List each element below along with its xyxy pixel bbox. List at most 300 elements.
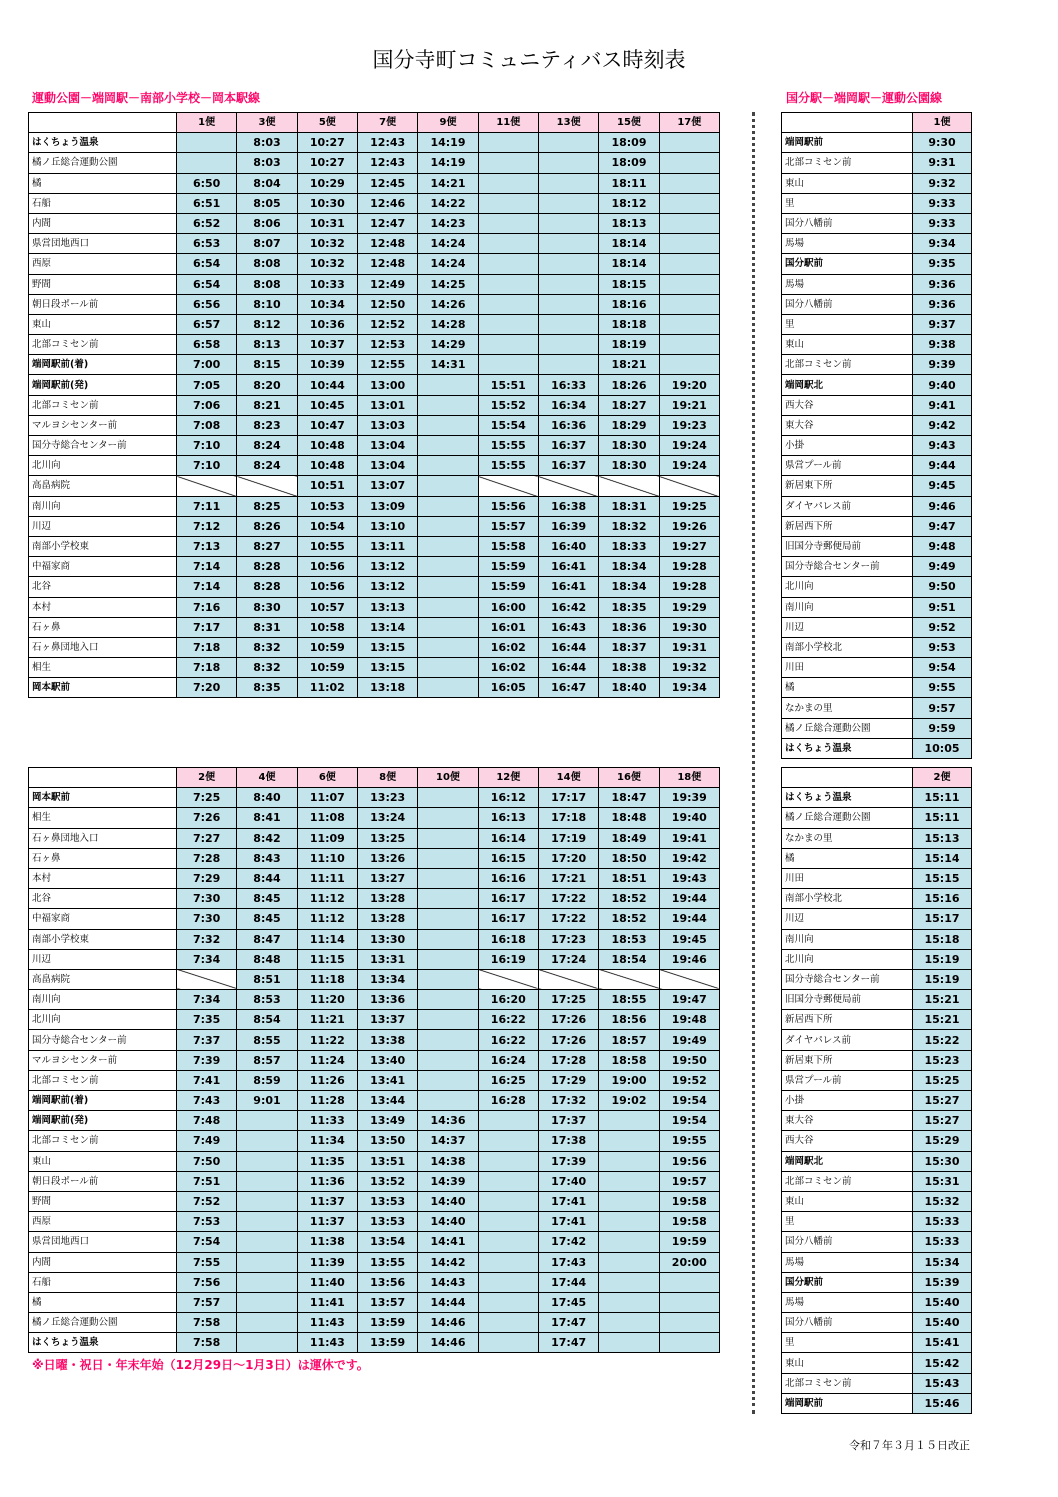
table-row xyxy=(782,355,972,375)
time-cell: 17:43 xyxy=(538,1252,598,1272)
stop-name: 南川向 xyxy=(782,929,913,949)
stop-name: 南川向 xyxy=(29,990,177,1010)
empty-cell xyxy=(418,788,478,808)
time-cell: 7:35 xyxy=(177,1010,237,1030)
time-cell: 15:19 xyxy=(913,969,972,989)
time-cell: 9:43 xyxy=(913,436,972,456)
stop-name: 北谷 xyxy=(29,889,177,909)
time-cell: 19:25 xyxy=(659,496,719,516)
empty-cell xyxy=(599,1272,659,1292)
time-cell: 11:43 xyxy=(297,1313,357,1333)
table-row xyxy=(29,1191,720,1211)
time-cell: 18:57 xyxy=(599,1030,659,1050)
stop-name: 北部コミセン前 xyxy=(29,335,177,355)
time-cell: 13:18 xyxy=(357,678,417,698)
time-cell: 7:20 xyxy=(177,678,237,698)
time-cell: 9:35 xyxy=(913,254,972,274)
time-cell: 7:30 xyxy=(177,889,237,909)
table-row xyxy=(29,990,720,1010)
time-cell: 11:40 xyxy=(297,1272,357,1292)
time-cell: 9:39 xyxy=(913,355,972,375)
time-cell: 10:36 xyxy=(297,314,357,334)
stop-name: 国分八幡前 xyxy=(782,294,913,314)
time-cell: 14:39 xyxy=(418,1171,478,1191)
time-cell: 11:12 xyxy=(297,909,357,929)
empty-cell xyxy=(418,536,478,556)
table-row xyxy=(29,929,720,949)
time-cell: 15:32 xyxy=(913,1191,972,1211)
stop-name: 端岡駅前(着) xyxy=(29,1091,177,1111)
trip-header: 16便 xyxy=(599,768,659,788)
time-cell: 13:26 xyxy=(357,848,417,868)
time-cell: 19:56 xyxy=(659,1151,719,1171)
stop-name: 北部コミセン前 xyxy=(782,355,913,375)
timetable-okamoto-outbound xyxy=(28,112,720,698)
empty-cell xyxy=(418,949,478,969)
time-cell: 18:18 xyxy=(599,314,659,334)
time-cell: 8:40 xyxy=(237,788,297,808)
table-row xyxy=(29,254,720,274)
stop-name: 北部コミセン前 xyxy=(29,395,177,415)
stop-name: 西原 xyxy=(29,1212,177,1232)
stop-name: 北川向 xyxy=(29,456,177,476)
stop-name: 南川向 xyxy=(782,597,913,617)
table-row xyxy=(782,395,972,415)
time-cell: 17:19 xyxy=(538,828,598,848)
stop-name: 端岡駅北 xyxy=(782,375,913,395)
time-cell: 9:34 xyxy=(913,234,972,254)
time-cell: 10:45 xyxy=(297,395,357,415)
time-cell: 13:14 xyxy=(357,617,417,637)
skipped-stop-cell xyxy=(599,969,659,989)
stop-name: 東山 xyxy=(782,1191,913,1211)
empty-cell xyxy=(659,1333,719,1353)
time-cell: 11:12 xyxy=(297,889,357,909)
empty-cell xyxy=(659,254,719,274)
time-cell: 19:27 xyxy=(659,536,719,556)
time-cell: 11:41 xyxy=(297,1292,357,1312)
table-row xyxy=(29,436,720,456)
stop-name: はくちょう温泉 xyxy=(29,1333,177,1353)
time-cell: 18:16 xyxy=(599,294,659,314)
time-cell: 8:30 xyxy=(237,597,297,617)
empty-cell xyxy=(418,436,478,456)
table-row xyxy=(782,1373,972,1393)
time-cell: 8:05 xyxy=(237,193,297,213)
time-cell: 11:21 xyxy=(297,1010,357,1030)
time-cell: 7:55 xyxy=(177,1252,237,1272)
table-row xyxy=(29,1171,720,1191)
table-row xyxy=(29,173,720,193)
table-row xyxy=(782,254,972,274)
time-cell: 18:26 xyxy=(599,375,659,395)
empty-cell xyxy=(599,1333,659,1353)
time-cell: 18:32 xyxy=(599,516,659,536)
time-cell: 19:59 xyxy=(659,1232,719,1252)
time-cell: 7:57 xyxy=(177,1292,237,1312)
time-cell: 16:05 xyxy=(478,678,538,698)
empty-cell xyxy=(418,375,478,395)
time-cell: 7:13 xyxy=(177,536,237,556)
time-cell: 14:38 xyxy=(418,1151,478,1171)
time-cell: 7:34 xyxy=(177,949,237,969)
time-cell: 17:22 xyxy=(538,909,598,929)
time-cell: 19:00 xyxy=(599,1070,659,1090)
table-row xyxy=(782,456,972,476)
time-cell: 11:36 xyxy=(297,1171,357,1191)
time-cell: 19:48 xyxy=(659,1010,719,1030)
time-cell: 9:46 xyxy=(913,496,972,516)
time-cell: 16:02 xyxy=(478,658,538,678)
empty-cell xyxy=(659,133,719,153)
empty-cell xyxy=(659,213,719,233)
table-row xyxy=(29,1131,720,1151)
time-cell: 9:54 xyxy=(913,658,972,678)
empty-cell xyxy=(418,476,478,496)
stop-name: 石ヶ鼻 xyxy=(29,617,177,637)
time-cell: 20:00 xyxy=(659,1252,719,1272)
stop-name: 国分八幡前 xyxy=(782,1232,913,1252)
time-cell: 14:36 xyxy=(418,1111,478,1131)
time-cell: 13:54 xyxy=(357,1232,417,1252)
empty-cell xyxy=(237,1212,297,1232)
time-cell: 14:28 xyxy=(418,314,478,334)
table-row xyxy=(782,1212,972,1232)
time-cell: 18:29 xyxy=(599,415,659,435)
empty-cell xyxy=(659,355,719,375)
time-cell: 7:11 xyxy=(177,496,237,516)
time-cell: 17:37 xyxy=(538,1111,598,1131)
time-cell: 16:17 xyxy=(478,909,538,929)
time-cell: 18:27 xyxy=(599,395,659,415)
time-cell: 11:10 xyxy=(297,848,357,868)
empty-cell xyxy=(599,1232,659,1252)
stop-name: 石船 xyxy=(29,193,177,213)
stop-name: 小掛 xyxy=(782,436,913,456)
time-cell: 19:02 xyxy=(599,1091,659,1111)
time-cell: 7:18 xyxy=(177,658,237,678)
table-row xyxy=(782,193,972,213)
table-row xyxy=(782,1333,972,1353)
table-row xyxy=(29,496,720,516)
empty-cell xyxy=(599,1191,659,1211)
time-cell: 19:34 xyxy=(659,678,719,698)
time-cell: 11:38 xyxy=(297,1232,357,1252)
empty-cell xyxy=(478,173,538,193)
time-cell: 7:06 xyxy=(177,395,237,415)
time-cell: 7:56 xyxy=(177,1272,237,1292)
time-cell: 14:19 xyxy=(418,153,478,173)
table-row xyxy=(782,213,972,233)
time-cell: 16:42 xyxy=(538,597,598,617)
time-cell: 10:34 xyxy=(297,294,357,314)
time-cell: 9:50 xyxy=(913,577,972,597)
time-cell: 9:51 xyxy=(913,597,972,617)
skipped-stop-cell xyxy=(177,969,237,989)
time-cell: 7:00 xyxy=(177,355,237,375)
time-cell: 17:26 xyxy=(538,1010,598,1030)
time-cell: 19:44 xyxy=(659,909,719,929)
empty-cell xyxy=(478,1212,538,1232)
table-row xyxy=(782,1091,972,1111)
table-row xyxy=(29,1030,720,1050)
stop-name: 川辺 xyxy=(29,516,177,536)
stop-name: 新居西下所 xyxy=(782,516,913,536)
timetable-kokubu-outbound xyxy=(781,112,972,759)
table-row xyxy=(782,698,972,718)
table-row xyxy=(29,788,720,808)
header-corner xyxy=(782,113,913,133)
time-cell: 8:35 xyxy=(237,678,297,698)
table-row xyxy=(782,929,972,949)
time-cell: 10:51 xyxy=(297,476,357,496)
stop-name: 川田 xyxy=(782,658,913,678)
time-cell: 9:01 xyxy=(237,1091,297,1111)
table-row xyxy=(29,969,720,989)
time-cell: 10:47 xyxy=(297,415,357,435)
time-cell: 6:57 xyxy=(177,314,237,334)
time-cell: 13:24 xyxy=(357,808,417,828)
time-cell: 7:50 xyxy=(177,1151,237,1171)
time-cell: 15:39 xyxy=(913,1272,972,1292)
time-cell: 16:16 xyxy=(478,868,538,888)
time-cell: 7:27 xyxy=(177,828,237,848)
empty-cell xyxy=(237,1252,297,1272)
time-cell: 13:50 xyxy=(357,1131,417,1151)
time-cell: 15:31 xyxy=(913,1171,972,1191)
time-cell: 12:48 xyxy=(357,234,417,254)
empty-cell xyxy=(478,1292,538,1312)
time-cell: 8:31 xyxy=(237,617,297,637)
empty-cell xyxy=(538,254,598,274)
time-cell: 15:21 xyxy=(913,1010,972,1030)
stop-name: 野間 xyxy=(29,1191,177,1211)
time-cell: 18:11 xyxy=(599,173,659,193)
stop-name: 新居東下所 xyxy=(782,1050,913,1070)
empty-cell xyxy=(478,234,538,254)
trip-header: 13便 xyxy=(538,113,598,133)
stop-name: 国分寺総合センター前 xyxy=(782,557,913,577)
stop-name: 東大谷 xyxy=(782,415,913,435)
stop-name: 石ヶ鼻団地入口 xyxy=(29,637,177,657)
time-cell: 11:34 xyxy=(297,1131,357,1151)
time-cell: 16:00 xyxy=(478,597,538,617)
time-cell: 10:55 xyxy=(297,536,357,556)
empty-cell xyxy=(418,909,478,929)
time-cell: 13:28 xyxy=(357,889,417,909)
time-cell: 10:44 xyxy=(297,375,357,395)
time-cell: 19:45 xyxy=(659,929,719,949)
table-row xyxy=(29,153,720,173)
time-cell: 8:41 xyxy=(237,808,297,828)
time-cell: 7:08 xyxy=(177,415,237,435)
time-cell: 17:23 xyxy=(538,929,598,949)
time-cell: 15:56 xyxy=(478,496,538,516)
time-cell: 15:40 xyxy=(913,1313,972,1333)
time-cell: 9:37 xyxy=(913,314,972,334)
stop-name: 里 xyxy=(782,314,913,334)
table-row xyxy=(29,597,720,617)
time-cell: 9:33 xyxy=(913,193,972,213)
time-cell: 13:00 xyxy=(357,375,417,395)
time-cell: 18:55 xyxy=(599,990,659,1010)
time-cell: 13:34 xyxy=(357,969,417,989)
time-cell: 16:43 xyxy=(538,617,598,637)
empty-cell xyxy=(418,990,478,1010)
time-cell: 19:40 xyxy=(659,808,719,828)
empty-cell xyxy=(478,133,538,153)
time-cell: 13:57 xyxy=(357,1292,417,1312)
time-cell: 18:58 xyxy=(599,1050,659,1070)
time-cell: 14:24 xyxy=(418,254,478,274)
stop-name: 高畠病院 xyxy=(29,476,177,496)
time-cell: 13:09 xyxy=(357,496,417,516)
stop-name: ダイヤパレス前 xyxy=(782,1030,913,1050)
trip-header: 2便 xyxy=(913,768,972,788)
trip-header: 17便 xyxy=(659,113,719,133)
stop-name: 本村 xyxy=(29,868,177,888)
table-row xyxy=(782,1010,972,1030)
time-cell: 8:27 xyxy=(237,536,297,556)
stop-name: 新居西下所 xyxy=(782,1010,913,1030)
time-cell: 10:32 xyxy=(297,254,357,274)
table-row xyxy=(29,294,720,314)
empty-cell xyxy=(659,1313,719,1333)
time-cell: 16:47 xyxy=(538,678,598,698)
trip-header: 7便 xyxy=(357,113,417,133)
empty-cell xyxy=(237,1171,297,1191)
time-cell: 6:58 xyxy=(177,335,237,355)
table-row xyxy=(782,335,972,355)
table-row xyxy=(782,274,972,294)
empty-cell xyxy=(659,314,719,334)
time-cell: 8:59 xyxy=(237,1070,297,1090)
empty-cell xyxy=(418,395,478,415)
table-row xyxy=(29,234,720,254)
stop-name: 馬場 xyxy=(782,1292,913,1312)
empty-cell xyxy=(538,193,598,213)
empty-cell xyxy=(478,1171,538,1191)
time-cell: 8:28 xyxy=(237,557,297,577)
time-cell: 11:02 xyxy=(297,678,357,698)
time-cell: 18:52 xyxy=(599,909,659,929)
time-cell: 7:53 xyxy=(177,1212,237,1232)
time-cell: 18:30 xyxy=(599,456,659,476)
time-cell: 19:49 xyxy=(659,1030,719,1050)
time-cell: 19:50 xyxy=(659,1050,719,1070)
trip-header: 6便 xyxy=(297,768,357,788)
time-cell: 13:25 xyxy=(357,828,417,848)
stop-name: 小掛 xyxy=(782,1091,913,1111)
empty-cell xyxy=(478,1191,538,1211)
time-cell: 15:15 xyxy=(913,868,972,888)
time-cell: 15:19 xyxy=(913,949,972,969)
empty-cell xyxy=(599,1111,659,1131)
stop-name: 県営プール前 xyxy=(782,1070,913,1090)
trip-header: 9便 xyxy=(418,113,478,133)
timetable-okamoto-inbound xyxy=(28,767,720,1353)
time-cell: 11:14 xyxy=(297,929,357,949)
stop-name: 橘ノ丘総合運動公園 xyxy=(782,808,913,828)
table-row xyxy=(29,828,720,848)
time-cell: 15:14 xyxy=(913,848,972,868)
table-row xyxy=(782,1292,972,1312)
time-cell: 13:23 xyxy=(357,788,417,808)
time-cell: 14:24 xyxy=(418,234,478,254)
empty-cell xyxy=(538,234,598,254)
table-row xyxy=(29,1050,720,1070)
table-row xyxy=(782,1131,972,1151)
empty-cell xyxy=(538,294,598,314)
time-cell: 9:45 xyxy=(913,476,972,496)
time-cell: 12:52 xyxy=(357,314,417,334)
table-row xyxy=(29,274,720,294)
time-cell: 16:02 xyxy=(478,637,538,657)
time-cell: 11:08 xyxy=(297,808,357,828)
time-cell: 14:42 xyxy=(418,1252,478,1272)
stop-name: 里 xyxy=(782,193,913,213)
time-cell: 17:39 xyxy=(538,1151,598,1171)
time-cell: 19:24 xyxy=(659,456,719,476)
time-cell: 7:41 xyxy=(177,1070,237,1090)
trip-header: 8便 xyxy=(357,768,417,788)
time-cell: 18:31 xyxy=(599,496,659,516)
time-cell: 18:12 xyxy=(599,193,659,213)
time-cell: 10:29 xyxy=(297,173,357,193)
time-cell: 19:43 xyxy=(659,868,719,888)
time-cell: 13:56 xyxy=(357,1272,417,1292)
time-cell: 10:59 xyxy=(297,637,357,657)
time-cell: 16:34 xyxy=(538,395,598,415)
table-row xyxy=(782,133,972,153)
stop-name: 馬場 xyxy=(782,234,913,254)
time-cell: 9:42 xyxy=(913,415,972,435)
time-cell: 16:22 xyxy=(478,1010,538,1030)
table-row xyxy=(29,1313,720,1333)
time-cell: 8:20 xyxy=(237,375,297,395)
time-cell: 13:36 xyxy=(357,990,417,1010)
stop-name: はくちょう温泉 xyxy=(29,133,177,153)
time-cell: 8:07 xyxy=(237,234,297,254)
header-corner xyxy=(782,768,913,788)
time-cell: 12:55 xyxy=(357,355,417,375)
stop-name: 橘ノ丘総合運動公園 xyxy=(29,1313,177,1333)
time-cell: 11:09 xyxy=(297,828,357,848)
time-cell: 7:10 xyxy=(177,456,237,476)
stop-name: 国分寺総合センター前 xyxy=(29,1030,177,1050)
stop-name: 里 xyxy=(782,1333,913,1353)
time-cell: 10:31 xyxy=(297,213,357,233)
stop-name: マルヨシセンター前 xyxy=(29,415,177,435)
time-cell: 8:28 xyxy=(237,577,297,597)
time-cell: 8:26 xyxy=(237,516,297,536)
table-row xyxy=(29,848,720,868)
stop-name: 川田 xyxy=(782,868,913,888)
time-cell: 19:46 xyxy=(659,949,719,969)
table-row xyxy=(29,375,720,395)
time-cell: 14:31 xyxy=(418,355,478,375)
time-cell: 8:06 xyxy=(237,213,297,233)
stop-name: 端岡駅前 xyxy=(782,133,913,153)
table-row xyxy=(29,1232,720,1252)
time-cell: 13:30 xyxy=(357,929,417,949)
time-cell: 15:23 xyxy=(913,1050,972,1070)
time-cell: 8:45 xyxy=(237,889,297,909)
stop-name: 橘 xyxy=(782,678,913,698)
time-cell: 13:07 xyxy=(357,476,417,496)
empty-cell xyxy=(599,1171,659,1191)
empty-cell xyxy=(478,254,538,274)
